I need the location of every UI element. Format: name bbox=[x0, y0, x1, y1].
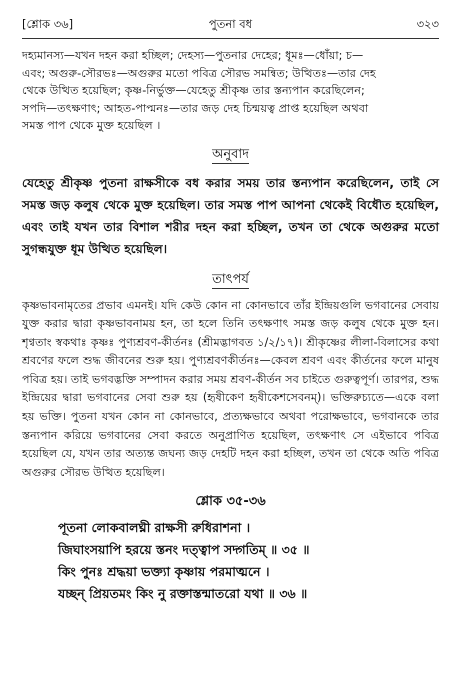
wfw-line: সমস্ত পাপ থেকে মুক্ত হয়েছিল । bbox=[22, 119, 161, 132]
verse-line: পূতনা লোকবালঘ্নী রাক্ষসী রুধিরাশনা । bbox=[58, 520, 251, 536]
translation-heading: অনুবাদ bbox=[212, 146, 249, 162]
purport-paragraph: কৃষ্ণভাবনামৃতের প্রভাব এমনই। যদি কেউ কোন না কোনভাবে তাঁর ইন্দ্রিয়গুলি ভগবানের সেবায় যুক্ত করার দ্বারা কৃষ্ণভাবনাময় হন, তা হলে তিনি তৎক্ষণাৎ সমস্ত জড় কলুষ থেকে মুক্ত হন। শৃণ্বতাং স্বকথাঃ কৃষ্ণঃ পুণ্যশ্রবণ-কীর্তনঃ (শ্রীমদ্ভাগবত ১/২/১৭)। শ্রীকৃষ্ণের লীলা-বিলাসের কথা শ্রবণের ফলে শুদ্ধ জীবনের শুরু হয়। পুণ্যশ্রবণকীর্তনঃ—কেবল শ্রবণ এবং কীর্তনের ফলে মানুষ পবিত্র হয়। তাই ভগবদ্ভক্তি সম্পাদন করার সময় শ্রবণ-কীর্তন সব চাইতে গুরুত্বপূর্ণ। তারপর, শুদ্ধ ইন্দ্রিয়ের দ্বারা ভগবানের সেবা শুরু হয় (হৃষীকেণ হৃষীকেশসেবনম্)। ভক্তিরুচ্যতে—একে বলা হয় ভক্তি। পুতনা যখন কোন না কোনভাবে, প্রত্যক্ষভাবে অথবা পরোক্ষভাবে, ভগবানকে তার স্তন্যপান করিয়ে ভগবানের সেবা করতে অনুপ্রাণিত হয়েছিল, তৎক্ষণাৎ সে এইভাবে পবিত্র হয়েছিল যে, যখন তার অত্যন্ত জঘন্য জড় দেহটি দহন করা হচ্ছিল, তখন তা থেকে অতি পবিত্র অগুরুর সৌরভ উত্থিত হয়েছিল। bbox=[22, 298, 439, 479]
wfw-line: এবং; অগুরু-সৌরভঃ—অগুরুর মতো পবিত্র সৌরভ সমন্বিত; উত্থিতঃ—তার দেহ bbox=[22, 66, 376, 80]
wfw-line: থেকে উত্থিত হয়েছিল; কৃষ্ণ-নির্ভুক্ত—যেহেতু শ্রীকৃষ্ণ তার স্তন্যপান করেছিলেন; bbox=[22, 84, 365, 97]
verse-line: জিঘাংসয়াপি হরয়ে স্তনং দত্ত্বাপ সদ্গতিম্ ॥ ৩৫ ॥ bbox=[58, 542, 310, 558]
purport-text bbox=[22, 297, 439, 483]
purport-heading: তাৎপর্য bbox=[212, 271, 249, 287]
word-for-word bbox=[22, 47, 439, 135]
verse-text bbox=[22, 517, 439, 605]
header-rule bbox=[22, 38, 439, 39]
verse-line: যচ্ছন্ প্রিয়তমং কিং নু রক্তাস্তন্মাতরো যথা ॥ ৩৬ ॥ bbox=[58, 586, 308, 602]
wfw-line: সপদি—তৎক্ষণাৎ; আহত-পাপ্মনঃ—তার জড় দেহ চিন্ময়ত্ব প্রাপ্ত হয়েছিল অথবা bbox=[22, 101, 369, 115]
wfw-line: দহ্যমানস্য—যখন দহন করা হচ্ছিল; দেহস্য—পুতনার দেহের; ধূমঃ—ধোঁয়া; চ— bbox=[22, 49, 364, 62]
translation-text: যেহেতু শ্রীকৃষ্ণ পুতনা রাক্ষসীকে বধ করার সময় তার স্তন্যপান করেছিলেন, তাই সে সমস্ত জড় কলুষ থেকে মুক্ত হয়েছিল। তার সমস্ত পাপ আপনা থেকেই বিধৌত হয়েছিল, এবং তাই যখন তার বিশাল শরীর দহন করা হচ্ছিল, তখন তা থেকে অগুরুর মতো সুগন্ধযুক্ত ধূম উত্থিত হয়েছিল। bbox=[22, 175, 439, 256]
page-number: ৩২৩ bbox=[416, 17, 439, 31]
chapter-verse-ref: [শ্লোক ৩৬] bbox=[22, 17, 74, 31]
chapter-title: পুতনা বধ bbox=[208, 17, 253, 31]
page-header bbox=[22, 12, 439, 34]
verse-line: কিং পুনঃ শ্রদ্ধয়া ভক্ত্যা কৃষ্ণায় পরমাত্মনে । bbox=[58, 564, 270, 580]
verse-heading: শ্লোক ৩৫-৩৬ bbox=[195, 494, 266, 510]
